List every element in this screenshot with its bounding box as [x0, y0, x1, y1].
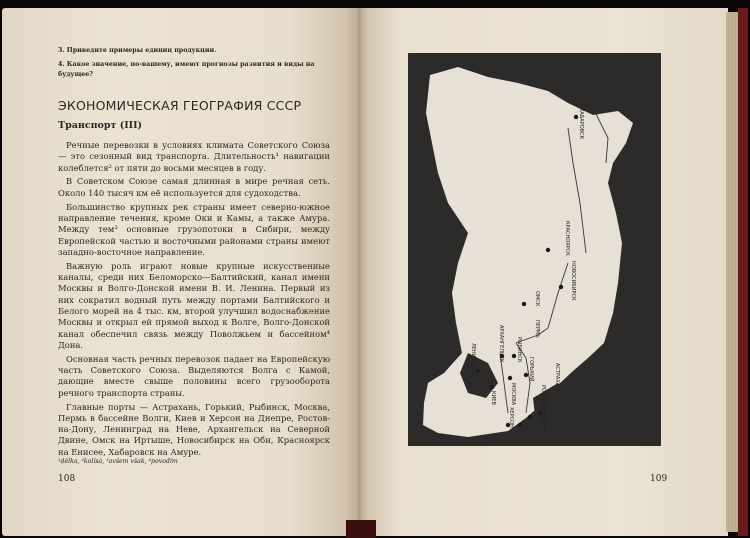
map-label-gorky: ГОРЬКИЙ: [528, 357, 534, 382]
map-label-khabarovsk: ХАБАРОВСК: [578, 108, 584, 140]
book-cover-edge: [738, 8, 748, 536]
section-heading: ЭКОНОМИЧЕСКАЯ ГЕОГРАФИЯ СССР: [58, 98, 302, 113]
map-label-astrakhan: АСТРАХАНЬ: [554, 363, 560, 394]
footnote: ¹délka, ²kolísá, ³avšem však, ⁴povodím: [58, 458, 178, 465]
page-number-left: 108: [58, 474, 76, 484]
ussr-river-map: [408, 53, 661, 446]
book-spine: [346, 520, 376, 538]
paragraph: В Советском Союзе самая длинная в мире речная сеть. Около 140 тысяч км её используется для судоходства.: [58, 176, 330, 198]
map-label-moscow: МОСКВА: [510, 383, 516, 406]
map-graphic: [408, 53, 661, 446]
map-label-rybinsk: РЫБИНСК: [516, 337, 522, 363]
question-3: 3. Приведите примеры единиц продукции.: [58, 47, 217, 54]
lake: [608, 371, 622, 401]
paragraph: Важную роль играют новые крупные искусственные каналы, среди них Беломорско—Балтийский, канал имени Москвы и Волго-Донской имени В. И. Ленина. Первый из них сократил водный путь между портами Балтийского и Белого морей на 4 тыс. км, второй улучшил водоснабжение Москвы и открыл ей прямой выход к Волге, Волго-Донской канал обеспечил связь между Поволжьем и бассейном⁴ Дона.: [58, 260, 330, 350]
paragraph: Большинство крупных рек страны имеет северно-южное направление течения, кроме Оки и Камы, а также Амура. Между тем³ основные грузопотоки в Сибири, между Европейской частью и восточными районами страны имеют западно-восточное направление.: [58, 201, 330, 257]
paragraph: Основная часть речных перевозок падает на Европейскую часть Советского Союза. Выделяются Волга с Камой, дающие вместе свыше половины всего грузооборота речного транспорта страны.: [58, 353, 330, 398]
map-label-leningrad: ЛЕНИНГРАД: [470, 343, 476, 375]
map-label-arkhangelsk: АРХАНГЕЛЬСК: [498, 325, 504, 363]
page-number-right: 109: [650, 474, 668, 484]
question-4: 4. Какое значение, по-вашему, имеют прогнозы развития и виды на будущее?: [58, 61, 315, 78]
map-label-novosibirsk: НОВОСИБИРСК: [570, 261, 576, 301]
map-label-rostov: РОСТОВ НА ДОНУ: [540, 385, 546, 431]
map-label-kherson: ХЕРСОН: [508, 407, 514, 428]
paragraph: Речные перевозки в условиях климата Советского Союза — это сезонный вид транспорта. Длительность¹ навигации колеблется² от пяти до восьми месяцев в году.: [58, 140, 330, 173]
map-label-omsk: ОМСК: [534, 291, 540, 307]
paragraph: Главные порты — Астрахань, Горький, Рыбинск, Москва, Пермь в бассейне Волги, Киев и Херсон на Днепре, Ростов-на-Дону, Ленинград на Неве, Архангельск на Северной Двине, Омск на Иртыше, Новосибирск на Оби, Красноярск на Енисее, Хабаровск на Амуре.: [58, 401, 330, 457]
map-label-krasnoyarsk: КРАСНОЯРСК: [564, 221, 570, 256]
article-body: [58, 140, 330, 461]
landmass: [423, 67, 633, 437]
map-label-perm: ПЕРМЬ: [534, 320, 540, 338]
map-label-kiev: КИЕВ: [490, 391, 496, 405]
section-subheading: Транспорт (III): [58, 120, 143, 131]
